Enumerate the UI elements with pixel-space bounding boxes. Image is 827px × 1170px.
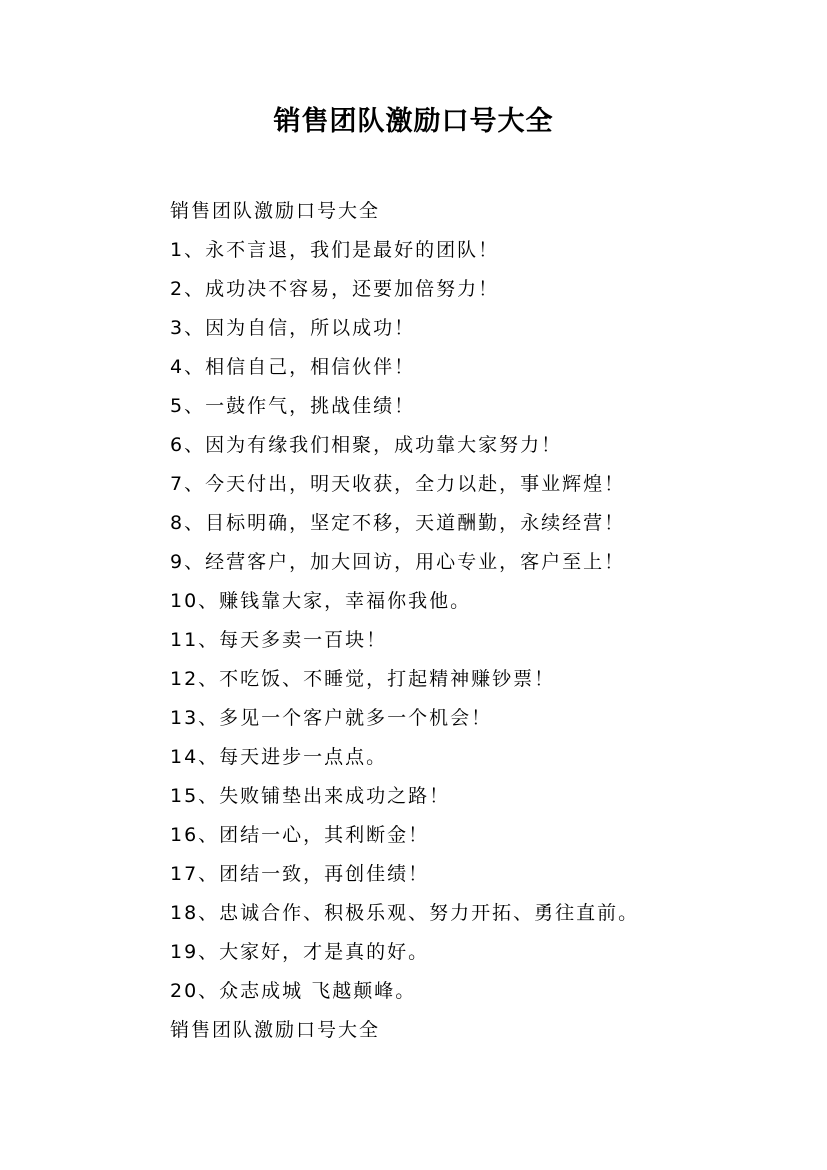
slogan-item: 7、今天付出，明天收获，全力以赴，事业辉煌！ <box>170 473 626 495</box>
slogan-item: 3、因为自信，所以成功！ <box>170 317 416 339</box>
slogan-item: 1、永不言退，我们是最好的团队！ <box>170 239 500 261</box>
slogan-item: 4、相信自己，相信伙伴！ <box>170 356 416 378</box>
footer-heading: 销售团队激励口号大全 <box>170 1019 381 1041</box>
document-title: 销售团队激励口号大全 <box>273 106 554 137</box>
slogan-item: 17、团结一致，再创佳绩！ <box>170 863 430 885</box>
document-body <box>170 196 770 1054</box>
slogan-item: 13、多见一个客户就多一个机会！ <box>170 707 493 729</box>
slogan-item: 16、团结一心，其利断金！ <box>170 824 430 846</box>
slogan-item: 12、不吃饭、不睡觉，打起精神赚钞票！ <box>170 668 556 690</box>
slogan-item: 10、赚钱靠大家，幸福你我他。 <box>170 590 472 612</box>
slogan-item: 20、众志成城 飞越颠峰。 <box>170 980 417 1002</box>
intro-heading: 销售团队激励口号大全 <box>170 200 381 222</box>
slogan-item: 9、经营客户，加大回访，用心专业，客户至上！ <box>170 551 626 573</box>
slogan-item: 5、一鼓作气，挑战佳绩！ <box>170 395 416 417</box>
slogan-item: 8、目标明确，坚定不移，天道酬勤，永续经营！ <box>170 512 626 534</box>
slogan-item: 2、成功决不容易，还要加倍努力！ <box>170 278 500 300</box>
slogan-item: 19、大家好，才是真的好。 <box>170 941 430 963</box>
slogan-item: 18、忠诚合作、积极乐观、努力开拓、勇往直前。 <box>170 902 640 924</box>
slogan-item: 6、因为有缘我们相聚，成功靠大家努力！ <box>170 434 563 456</box>
slogan-item: 11、每天多卖一百块！ <box>170 629 388 651</box>
slogan-item: 15、失败铺垫出来成功之路！ <box>170 785 451 807</box>
slogan-item: 14、每天进步一点点。 <box>170 746 388 768</box>
